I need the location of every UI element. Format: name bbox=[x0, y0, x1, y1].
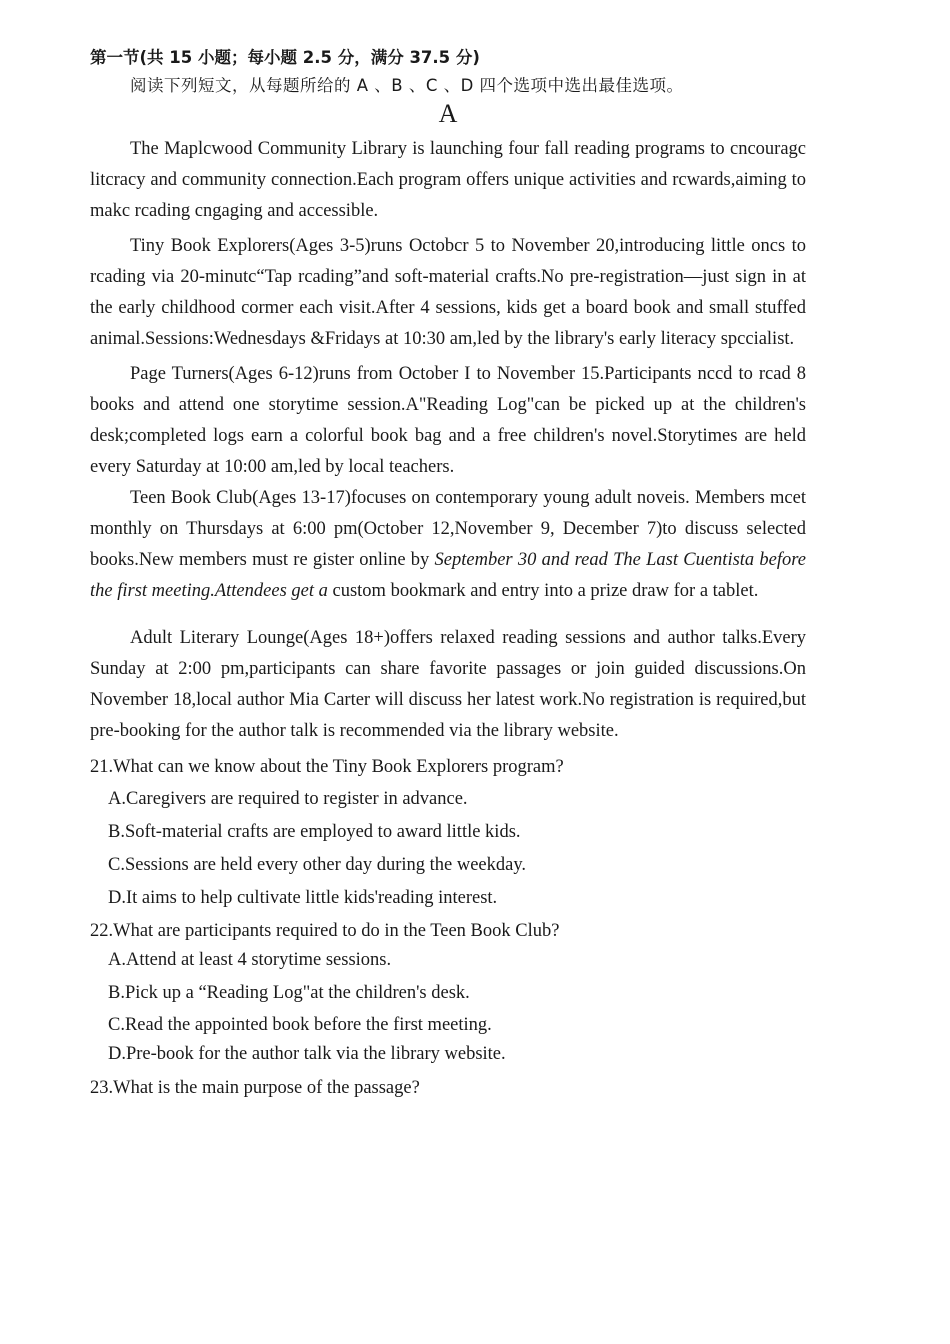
passage-intro: The Maplcwood Community Library is launching four fall reading programs to cncouragc litcracy and community connection.Each program offers unique activities and rcwards,aiming to makc rcading cngaging and accessible. bbox=[90, 139, 806, 221]
exam-page bbox=[90, 44, 806, 1104]
teen-text-1: Teen Book Club(Ages 13-17)focuses on contemporary young adult noveis. Members mcet monthly on Thursdays at 6:00 pm(October 12,November 9, December 7)to discuss selected books.New members must re gister online by bbox=[90, 488, 806, 570]
section-title: 第一节(共 15 小题；每小题 2.5 分，满分 37.5 分) bbox=[90, 48, 480, 67]
option-d[interactable]: D.Pre-book for the author talk via the library website. bbox=[108, 1044, 506, 1064]
question-21 bbox=[90, 751, 806, 915]
passage-adult-literary-lounge: Adult Literary Lounge(Ages 18+)offers relaxed reading sessions and author talks.Every Sunday at 2:00 pm,participants can share favorite passages or join guided discussions.On November 18,local author Mia Carter will discuss her latest work.No registration is required,but pre-booking for the author talk is recommended via the library website. bbox=[90, 628, 806, 741]
option-d[interactable]: D.It aims to help cultivate little kids'reading interest. bbox=[108, 888, 498, 908]
passage-teen-book-club bbox=[90, 483, 806, 607]
question-22 bbox=[90, 915, 806, 1068]
option-b[interactable]: B.Soft-material crafts are employed to award little kids. bbox=[108, 822, 521, 842]
question-23 bbox=[90, 1072, 806, 1104]
question-stem: 23.What is the main purpose of the passage? bbox=[90, 1078, 420, 1098]
option-c[interactable]: C.Sessions are held every other day during the weekday. bbox=[108, 855, 527, 875]
teen-text-2: custom bookmark and entry into a prize draw for a tablet. bbox=[327, 581, 759, 601]
passage-label: A bbox=[438, 99, 458, 128]
option-c[interactable]: C.Read the appointed book before the first meeting. bbox=[108, 1015, 492, 1035]
instructions: 阅读下列短文，从每题所给的 A 、B 、C 、D 四个选项中选出最佳选项。 bbox=[130, 76, 684, 95]
question-stem: 21.What can we know about the Tiny Book Explorers program? bbox=[90, 757, 564, 777]
passage-page-turners: Page Turners(Ages 6-12)runs from October I to November 15.Participants nccd to rcad 8 books and attend one storytime session.A"Reading Log"can be picked up at the children's desk;completed logs earn a colorful book bag and a free children's novel.Storytimes are held every Saturday at 10:00 am,led by local teachers. bbox=[90, 364, 806, 477]
question-stem: 22.What are participants required to do in the Teen Book Club? bbox=[90, 921, 560, 941]
teen-text-italic: September 30 and read The Last Cuentista before the first meeting.Attendees get a bbox=[90, 550, 807, 601]
option-a[interactable]: A.Caregivers are required to register in advance. bbox=[108, 789, 468, 809]
option-b[interactable]: B.Pick up a “Reading Log"at the children's desk. bbox=[108, 983, 470, 1003]
option-a[interactable]: A.Attend at least 4 storytime sessions. bbox=[108, 950, 392, 970]
passage-tiny-book-explorers: Tiny Book Explorers(Ages 3-5)runs Octobcr 5 to November 20,introducing little oncs to rcading via 20-minutc“Tap rcading”and soft-material crafts.No pre-registration—just sign in at the early childhood cormer each visit.After 4 sessions, kids get a board book and small stuffed animal.Sessions:Wednesdays &Fridays at 10:30 am,led by the library's early literacy spccialist. bbox=[90, 236, 806, 349]
